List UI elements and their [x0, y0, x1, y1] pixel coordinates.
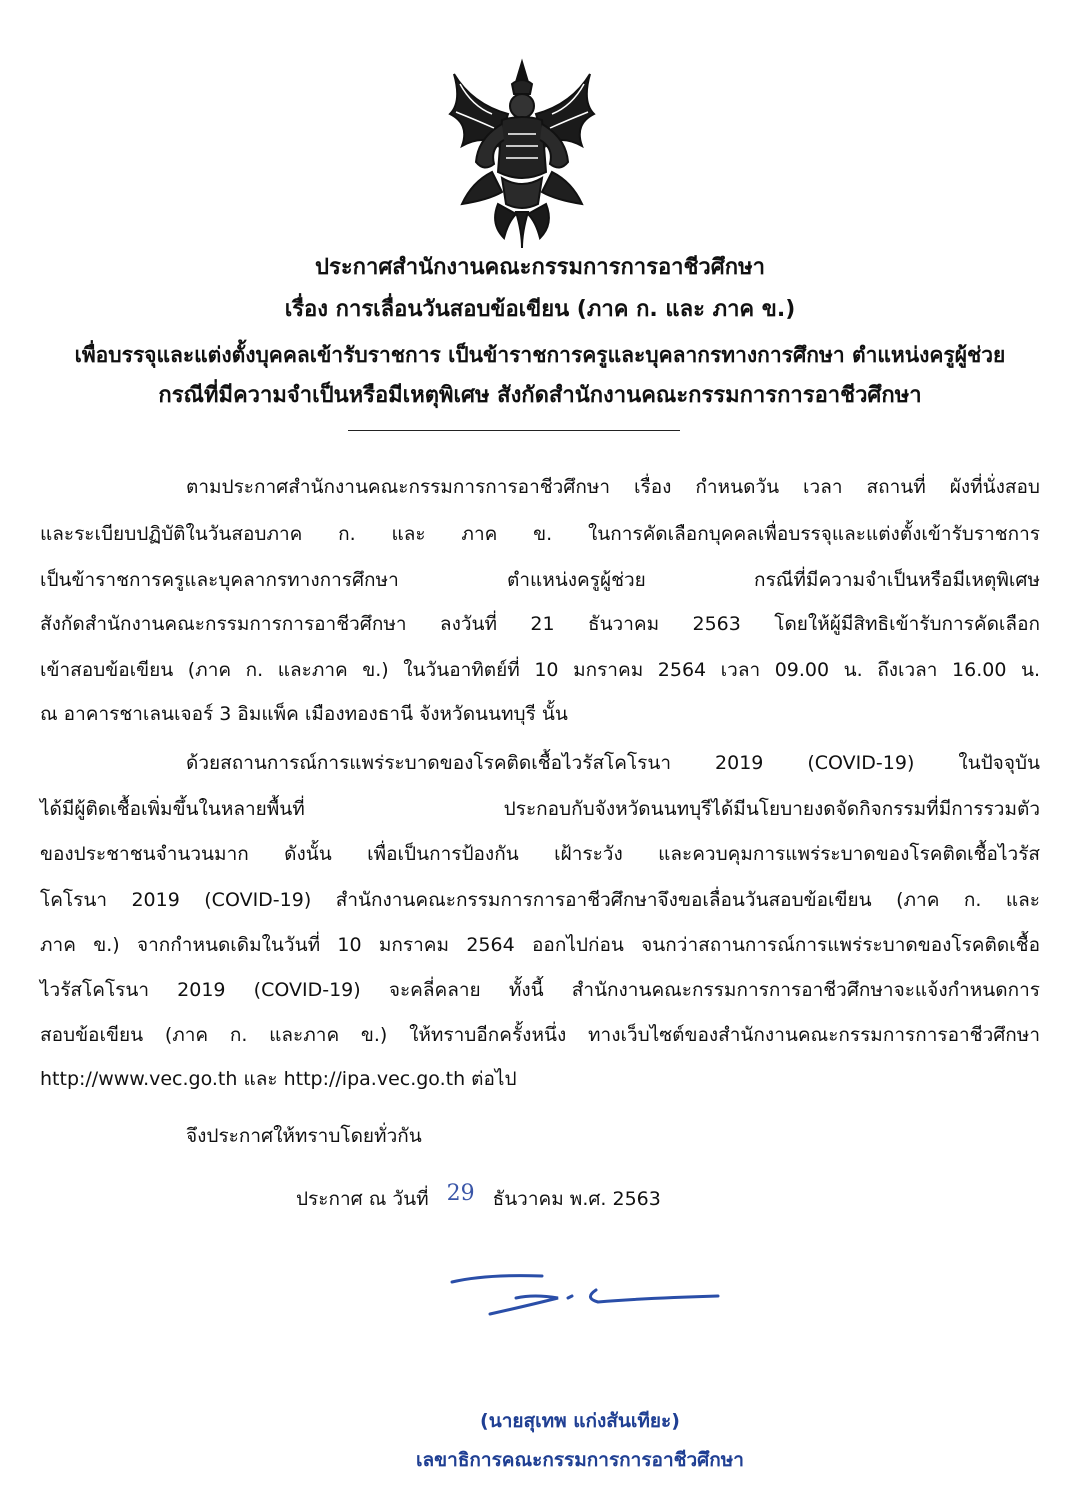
garuda-emblem-icon	[432, 54, 612, 254]
paragraph-1-line: ณ อาคารชาเลนเจอร์ 3 อิมแพ็ค เมืองทองธานี จังหวัดนนทบุรี นั้น	[40, 703, 568, 725]
announcement-date	[296, 1181, 661, 1212]
heading-line-1: ประกาศสำนักงานคณะกรรมการการอาชีวศึกษา	[315, 255, 765, 280]
date-day-handwritten: 29	[446, 1181, 475, 1206]
paragraph-2-line: สอบข้อเขียน (ภาค ก. และภาค ข.) ให้ทราบอีกครั้งหนึ่ง ทางเว็บไซต์ของสำนักงานคณะกรรมการการอาชีวศึกษา	[40, 1024, 1040, 1046]
signer-name: (นายสุเทพ แก่งสันเทียะ)	[480, 1410, 680, 1432]
heading-line-4: กรณีที่มีความจำเป็นหรือมีเหตุพิเศษ สังกัดสำนักงานคณะกรรมการการอาชีวศึกษา	[158, 383, 922, 408]
paragraph-2-line: ไวรัสโคโรนา 2019 (COVID-19) จะคลี่คลาย ทั้งนี้ สำนักงานคณะกรรมการการอาชีวศึกษาจะแจ้งกำหนดการ	[40, 979, 1040, 1001]
paragraph-1-line: ตามประกาศสำนักงานคณะกรรมการการอาชีวศึกษา เรื่อง กำหนดวัน เวลา สถานที่ ผังที่นั่งสอบ	[186, 476, 1040, 498]
paragraph-2-line: ได้มีผู้ติดเชื้อเพิ่มขึ้นในหลายพื้นที่ ประกอบกับจังหวัดนนทบุรีได้มีนโยบายงดจัดกิจกรรมที่มีการรวมตัว	[40, 798, 1040, 820]
paragraph-1-line: เป็นข้าราชการครูและบุคลากรทางการศึกษา ตำแหน่งครูผู้ช่วย กรณีที่มีความจำเป็นหรือมีเหตุพิเศษ	[40, 569, 1040, 591]
date-prefix: ประกาศ ณ วันที่	[296, 1188, 429, 1210]
paragraph-1-line: เข้าสอบข้อเขียน (ภาค ก. และภาค ข.) ในวันอาทิตย์ที่ 10 มกราคม 2564 เวลา 09.00 น. ถึงเวลา 16.00 น.	[40, 659, 1040, 681]
paragraph-2-line: โคโรนา 2019 (COVID-19) สำนักงานคณะกรรมการการอาชีวศึกษาจึงขอเลื่อนวันสอบข้อเขียน (ภาค ก. และ	[40, 889, 1040, 911]
handwritten-signature	[446, 1268, 736, 1328]
date-suffix: ธันวาคม พ.ศ. 2563	[492, 1188, 661, 1210]
signer-title: เลขาธิการคณะกรรมการการอาชีวศึกษา	[416, 1449, 744, 1471]
paragraph-2-line: ภาค ข.) จากกำหนดเดิมในวันที่ 10 มกราคม 2564 ออกไปก่อน จนกว่าสถานการณ์การแพร่ระบาดของโรคติดเชื้อ	[40, 934, 1040, 956]
heading-line-2: เรื่อง การเลื่อนวันสอบข้อเขียน (ภาค ก. และ ภาค ข.)	[284, 297, 796, 322]
paragraph-2-line: ของประชาชนจำนวนมาก ดังนั้น เพื่อเป็นการป้องกัน เฝ้าระวัง และควบคุมการแพร่ระบาดของโรคติดเชื้อไวรัส	[40, 843, 1040, 865]
closing-statement: จึงประกาศให้ทราบโดยทั่วกัน	[186, 1125, 422, 1147]
paragraph-1-line: สังกัดสำนักงานคณะกรรมการการอาชีวศึกษา ลงวันที่ 21 ธันวาคม 2563 โดยให้ผู้มีสิทธิเข้ารับการคัดเลือก	[40, 613, 1040, 635]
paragraph-1-line: และระเบียบปฏิบัติในวันสอบภาค ก. และ ภาค ข. ในการคัดเลือกบุคคลเพื่อบรรจุและแต่งตั้งเข้ารับราชการ	[40, 523, 1040, 545]
heading-divider	[348, 430, 680, 431]
paragraph-2-line: http://www.vec.go.th และ http://ipa.vec.go.th ต่อไป	[40, 1068, 517, 1090]
paragraph-2-line: ด้วยสถานการณ์การแพร่ระบาดของโรคติดเชื้อไวรัสโคโรนา 2019 (COVID-19) ในปัจจุบัน	[186, 752, 1040, 774]
heading-line-3: เพื่อบรรจุและแต่งตั้งบุคคลเข้ารับราชการ เป็นข้าราชการครูและบุคลากรทางการศึกษา ตำแหน่งครูผู้ช่วย	[74, 343, 1006, 367]
